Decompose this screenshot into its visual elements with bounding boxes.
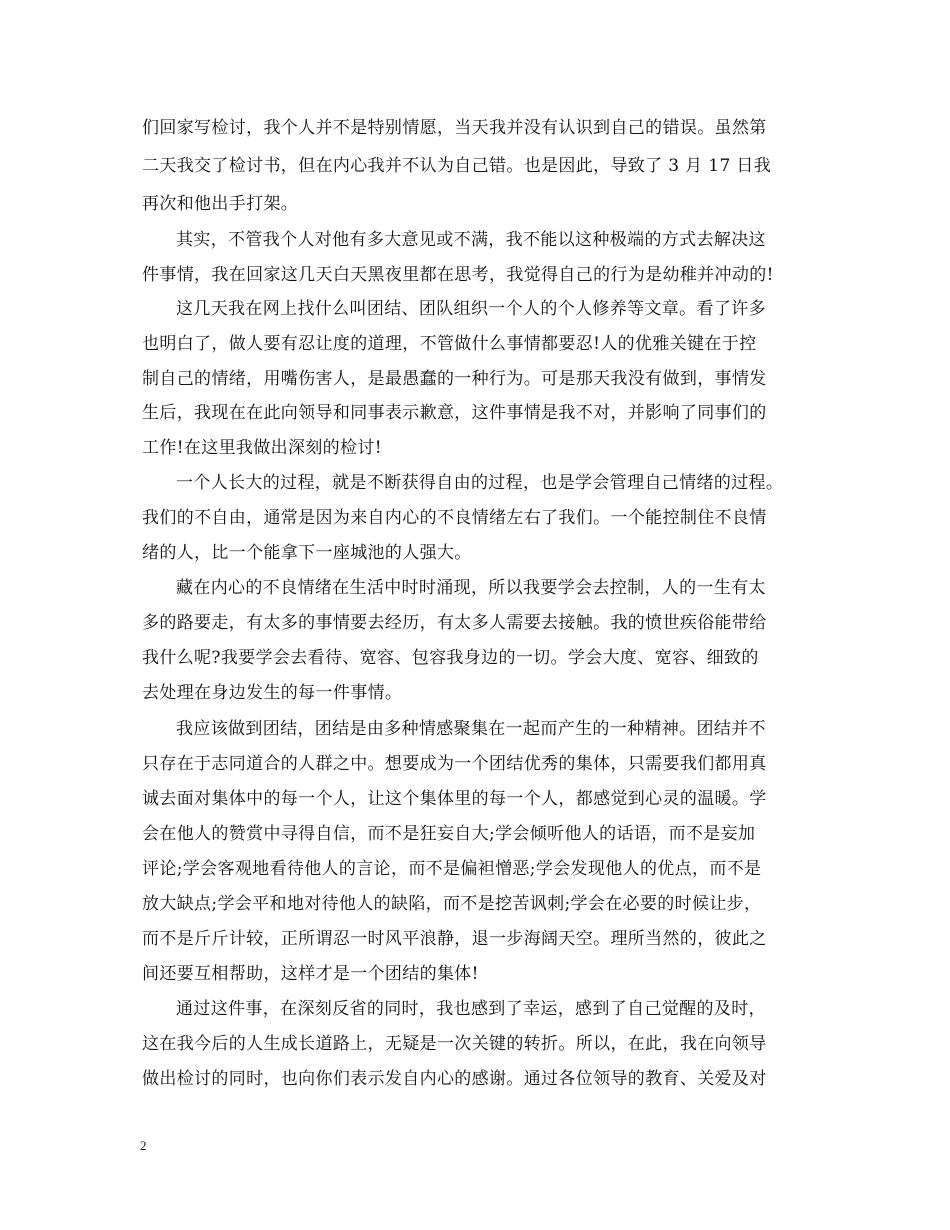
text-line: 只存在于志同道合的人群之中。想要成为一个团结优秀的集体，只需要我们都用真 bbox=[142, 754, 767, 774]
text-line: 做出检讨的同时，也向你们表示发自内心的感谢。通过各位领导的教育、关爱及对 bbox=[142, 1069, 767, 1089]
text-line: 二天我交了检讨书，但在内心我并不认为自己错。也是因此，导致了 3 月 17 日我 bbox=[142, 156, 772, 176]
text-line: 们回家写检讨，我个人并不是特别情愿，当天我并没有认识到自己的错误。虽然第 bbox=[142, 118, 767, 138]
text-line: 再次和他出手打架。 bbox=[142, 194, 299, 214]
text-line: 放大缺点;学会平和地对待他人的缺陷，而不是挖苦讽刺;学会在必要的时候让步， bbox=[142, 894, 762, 914]
text-line: 件事情，我在回家这几天白天黑夜里都在思考，我觉得自己的行为是幼稚并冲动的! bbox=[142, 265, 774, 285]
text-line: 诚去面对集体中的每一个人，让这个集体里的每一个人，都感觉到心灵的温暖。学 bbox=[142, 789, 767, 809]
text-line: 我们的不自由，通常是因为来自内心的不良情绪左右了我们。一个能控制住不良情 bbox=[142, 508, 767, 528]
text-line: 制自己的情绪，用嘴伤害人，是最愚蠢的一种行为。可是那天我没有做到，事情发 bbox=[142, 369, 767, 389]
text-line: 去处理在身边发生的每一件事情。 bbox=[142, 683, 403, 703]
text-line: 绪的人，比一个能拿下一座城池的人强大。 bbox=[142, 543, 472, 563]
paragraph-first-line: 通过这件事，在深刻反省的同时，我也感到了幸运，感到了自己觉醒的及时， bbox=[176, 999, 766, 1019]
paragraph-first-line: 其实，不管我个人对他有多大意见或不满，我不能以这种极端的方式去解决这 bbox=[176, 230, 766, 250]
paragraph-first-line: 藏在内心的不良情绪在生活中时时涌现，所以我要学会去控制，人的一生有太 bbox=[176, 578, 766, 598]
page-number: 2 bbox=[140, 1138, 147, 1153]
paragraph-first-line: 我应该做到团结，团结是由多种情感聚集在一起而产生的一种精神。团结并不 bbox=[176, 719, 766, 739]
text-line: 间还要互相帮助，这样才是一个团结的集体! bbox=[142, 964, 479, 984]
text-line: 评论;学会客观地看待他人的言论，而不是偏袒憎恶;学会发现他人的优点，而不是 bbox=[142, 859, 762, 879]
text-line: 会在他人的赞赏中寻得自信，而不是狂妄自大;学会倾听他人的话语，而不是妄加 bbox=[142, 824, 756, 844]
text-line: 而不是斤斤计较，正所谓忍一时风平浪静，退一步海阔天空。理所当然的，彼此之 bbox=[142, 929, 767, 949]
text-line: 多的路要走，有太多的事情要去经历，有太多人需要去接触。我的愤世疾俗能带给 bbox=[142, 613, 767, 633]
paragraph-first-line: 这几天我在网上找什么叫团结、团队组织一个人的个人修养等文章。看了许多 bbox=[176, 299, 766, 319]
text-line: 我什么呢?我要学会去看待、宽容、包容我身边的一切。学会大度、宽容、细致的 bbox=[142, 648, 759, 668]
text-line: 工作!在这里我做出深刻的检讨! bbox=[142, 438, 382, 458]
text-line: 也明白了，做人要有忍让度的道理，不管做什么事情都要忍!人的优雅关键在于控 bbox=[142, 334, 757, 354]
paragraph-first-line: 一个人长大的过程，就是不断获得自由的过程，也是学会管理自己情绪的过程。 bbox=[176, 473, 784, 493]
text-line: 这在我今后的人生成长道路上，无疑是一次关键的转折。所以，在此，我在向领导 bbox=[142, 1034, 767, 1054]
text-line: 生后，我现在在此向领导和同事表示歉意，这件事情是我不对，并影响了同事们的 bbox=[142, 403, 767, 423]
